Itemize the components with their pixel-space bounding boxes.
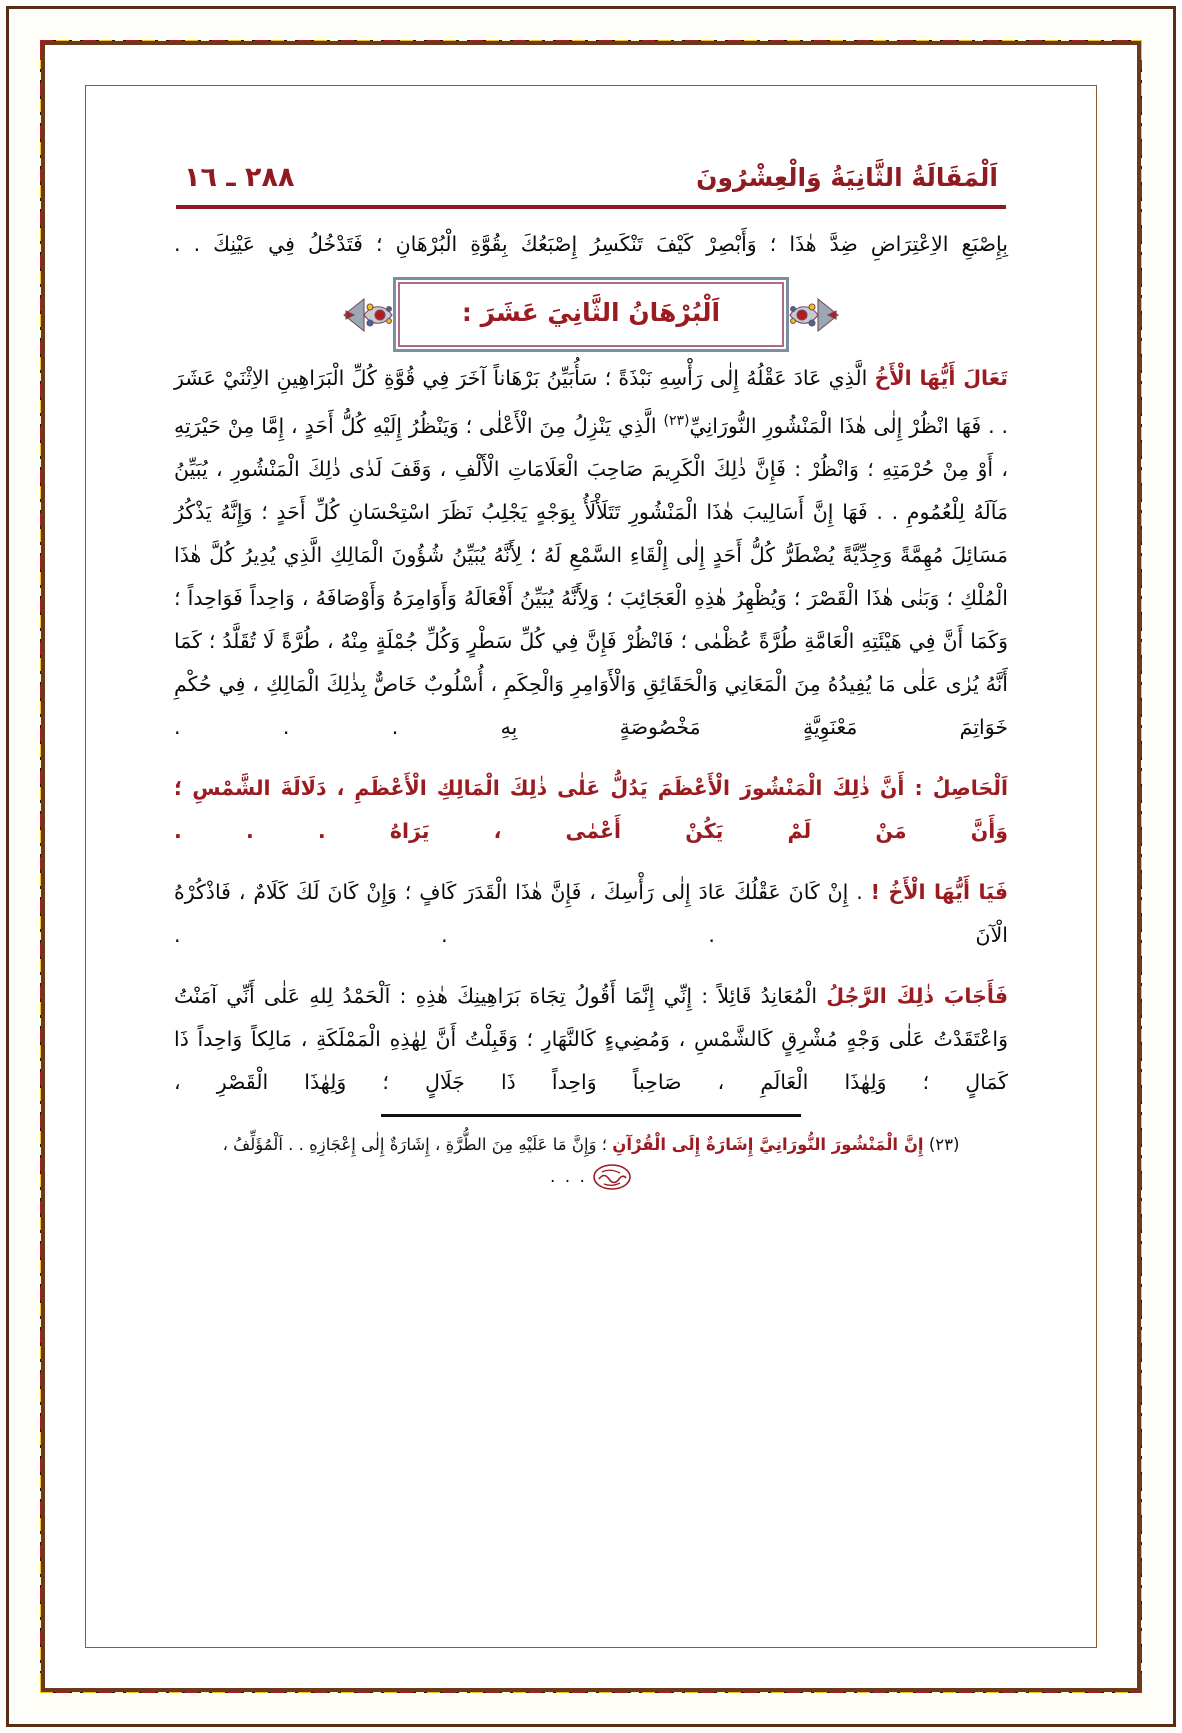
reply-text: الْمُعَانِدُ قَائِلاً : إِنِّي إِنَّمَا أَقُولُ تِجَاهَ بَرَاهِينِكَ هٰذِهِ : اَلْحَمْدُ لِلهِ عَلٰى أَنِّي آمَنْتُ وَاعْتَقَدْتُ عَلٰى وَجْهٍ مُشْرِقٍ كَالشَّمْسِ ، وَمُضِيءٍ كَالنَّهَارِ ؛ وَقَبِلْتُ أَنَّ لِهٰذِهِ الْمَمْلَكَةِ ، مَالِكاً وَاحِداً ذَا كَمَالٍ ؛ وَلِهٰذَا الْعَالَمِ ، صَاحِباً وَاحِداً ذَا جَلَالٍ ؛ وَلِهٰذَا الْقَصْرِ ، <box>174 983 1008 1094</box>
banner-box <box>398 282 784 347</box>
footnote-text <box>168 1129 1014 1161</box>
page-header <box>168 156 1014 195</box>
ornamental-frame-hairline <box>85 85 1097 1648</box>
main-paragraph <box>174 357 1008 749</box>
footnote-zone <box>168 1114 1014 1191</box>
reply-paragraph <box>174 975 1008 1104</box>
footnote-marker-inline: (٢٣) <box>663 413 690 429</box>
footnote-tail: . . . <box>549 1166 587 1187</box>
raa-seal-icon <box>592 1163 632 1191</box>
main-paragraph-text-b: الَّذِي يَنْزِلُ مِنَ الْأَعْلٰى ؛ وَيَنْظُرُ إِلَيْهِ كُلُّ أَحَدٍ ، إِمَّا مِنْ حَيْرَتِهِ ، أَوْ مِنْ حُرْمَتِهِ ؛ وَانْظُرْ : فَإِنَّ ذٰلِكَ الْكَرِيمَ صَاحِبَ الْعَلَامَاتِ الْأَلْفِ ، وَقَفَ لَدٰى ذٰلِكَ الْمَنْشُورِ ، يُبَيِّنُ مَآلَهُ لِلْعُمُومِ . . فَهَا إِنَّ أَسَالِيبَ هٰذَا الْمَنْشُورِ تَتَلَأْلَأُ بِوَجْهٍ يَجْلِبُ نَظَرَ اسْتِحْسَانِ كُلِّ أَحَدٍ ؛ وَإِنَّهُ يَذْكُرُ مَسَائِلَ مُهِمَّةً وَجِدِّيَّةً يُضْطَرُّ كُلُّ أَحَدٍ إِلٰى إِلْقَاءِ السَّمْعِ لَهُ ؛ لِأَنَّهُ يُبَيِّنُ شُؤُونَ الْمَالِكِ الَّذِي يُدِيرُ كُلَّ هٰذَا الْمُلْكِ ؛ وَبَنٰى هٰذَا الْقَصْرَ ؛ وَيُظْهِرُ هٰذِهِ الْعَجَائِبَ ؛ وَلِأَنَّهُ يُبَيِّنُ أَفْعَالَهُ وَأَوَامِرَهُ وَأَوْصَافَهُ ، وَاحِداً فَوَاحِداً ؛ وَكَمَا أَنَّ فِي هَيْئَتِهِ الْعَامَّةِ طُرَّةً عُظْمٰى ؛ فَانْظُرْ فَإِنَّ فِي كُلِّ سَطْرٍ وَكُلِّ جُمْلَةٍ مِنْهُ ، طُرَّةً لَا تُقَلَّدُ ؛ كَمَا أَنَّهُ يُرٰى عَلٰى مَا يُفِيدُهُ مِنَ الْمَعَانِي وَالْحَقَائِقِ وَالْأَوَامِرِ وَالْحِكَمِ ، أُسْلُوبٌ خَاصٌّ بِذٰلِكَ الْمَالِكِ ، فِي حُكْمِ خَوَاتِمَ مَعْنَوِيَّةٍ مَخْصُوصَةٍ بِهِ . . . <box>174 413 1008 739</box>
intro-paragraph <box>174 223 1008 266</box>
ornamental-frame-outer <box>6 6 1176 1727</box>
conclusion-lead: اَلْحَاصِلُ : <box>914 775 1009 800</box>
conclusion-paragraph <box>174 767 1008 853</box>
arabesque-ornament-right-icon <box>784 290 840 340</box>
page-content <box>134 134 1048 1599</box>
intro-paragraph-text: بِإِصْبَعِ الاِعْتِرَاضِ ضِدَّ هٰذَا ؛ وَأَبْصِرْ كَيْفَ تَنْكَسِرُ إِصْبَعُكَ بِقُوَّةِ الْبُرْهَانِ ؛ فَتَدْخُلُ فِي عَيْنِكَ . . <box>174 232 1008 256</box>
section-banner <box>174 282 1008 347</box>
footnote-marker: (٢٣) <box>928 1134 960 1154</box>
footnote-divider-rule <box>381 1114 801 1117</box>
footnote-rest: ؛ وَإِنَّ مَا عَلَيْهِ مِنَ الطُّرَّةِ ، إِشَارَةٌ إِلٰى إِعْجَازِهِ . . اَلْمُؤَلِّفُ ، <box>222 1134 613 1154</box>
ornamental-frame-inner <box>41 41 1141 1692</box>
header-divider-rule <box>176 205 1006 209</box>
conclusion-text: أَنَّ ذٰلِكَ الْمَنْشُورَ الْأَعْظَمَ يَدُلُّ عَلٰى ذٰلِكَ الْمَالِكِ الْأَعْظَمِ ، دَلَالَةَ الشَّمْسِ ؛ وَأَنَّ مَنْ لَمْ يَكُنْ أَعْمٰى ، يَرَاهُ . . . <box>174 775 1008 843</box>
main-paragraph-lead: تَعَالَ أَيُّهَا الْأَخُ <box>874 366 1008 390</box>
page-number: ٢٨٨ ـ ١٦ <box>184 162 295 193</box>
banner-title: اَلْبُرْهَانُ الثَّانِيَ عَشَرَ : <box>461 298 721 327</box>
author-seal <box>592 1163 632 1191</box>
address-lead: فَيَا أَيُّهَا الْأَخُ ! <box>870 879 1008 904</box>
reply-lead: فَأَجَابَ ذٰلِكَ الرَّجُلُ <box>826 983 1008 1008</box>
footnote-red-clause: إِنَّ الْمَنْشُورَ النُّورَانِيَّ إِشَارَةٌ إِلَى الْقُرْآنِ <box>612 1134 924 1154</box>
body-text-block <box>168 223 1014 1104</box>
address-text: . إِنْ كَانَ عَقْلُكَ عَادَ إِلٰى رَأْسِكَ ، فَإِنَّ هٰذَا الْقَدَرَ كَافٍ ؛ وَإِنْ كَانَ لَكَ كَلَامٌ ، فَاذْكُرْهُ الْآنَ . . . <box>174 879 1008 947</box>
author-seal-row <box>168 1163 1014 1191</box>
address-paragraph <box>174 871 1008 957</box>
chapter-title: اَلْمَقَالَةُ الثَّانِيَةُ وَالْعِشْرُونَ <box>696 163 998 192</box>
main-paragraph-text-a: الَّذِي عَادَ عَقْلُهُ إِلٰى رَأْسِهِ نَبْذَةً ؛ سَأُبَيِّنُ بَرْهَاناً آخَرَ فِي قُوَّةِ كُلِّ الْبَرَاهِينِ الاِثْنَيْ عَشَرَ . . فَهَا انْظُرْ إِلٰى هٰذَا الْمَنْشُورِ النُّورَانِيِّ <box>174 366 1009 438</box>
arabesque-ornament-left-icon <box>342 290 398 340</box>
